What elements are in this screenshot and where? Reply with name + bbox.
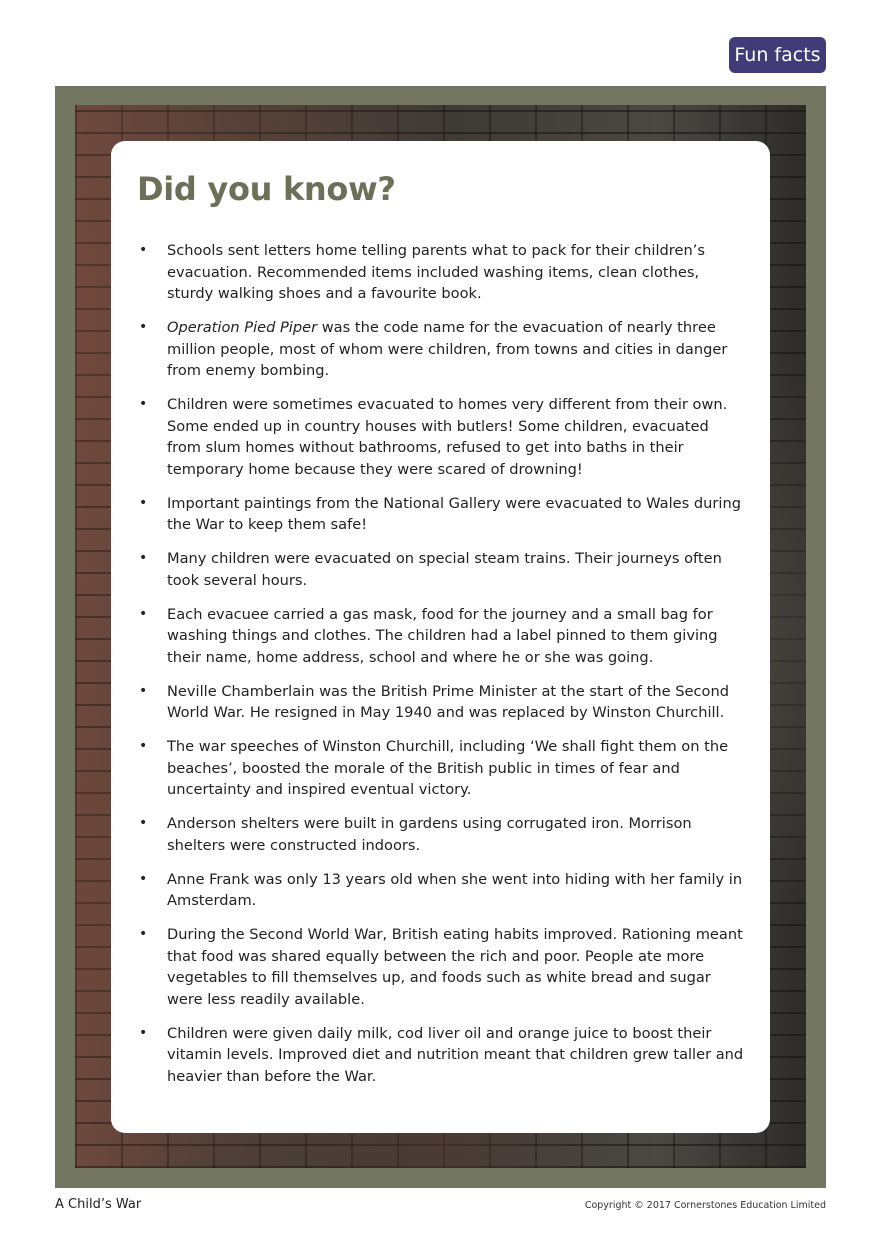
- fact-text: Schools sent letters home telling parents what to pack for their children’s evacuation. Recommended items included washing items, clean clothes, sturdy walking shoes and a favourite book.: [167, 242, 705, 302]
- bullet-icon: •: [139, 1024, 148, 1041]
- bullet-icon: •: [139, 396, 148, 412]
- bullet-icon: •: [139, 815, 148, 831]
- fact-item: [139, 1023, 745, 1088]
- fact-text: Anderson shelters were built in gardens using corrugated iron. Morrison shelters were constructed indoors.: [167, 815, 692, 854]
- fact-emphasis: Operation Pied Piper: [167, 319, 318, 336]
- fact-item: [139, 924, 745, 1010]
- bullet-icon: •: [139, 494, 148, 511]
- fact-text: Children were sometimes evacuated to homes very different from their own. Some ended up in country houses with butlers! Some children, evacuated from slum homes without bathrooms, refused to get into baths in their temporary home because they were scared of drowning!: [167, 396, 728, 478]
- bullet-icon: •: [139, 550, 148, 566]
- footer-title: A Child’s War: [55, 1197, 142, 1212]
- fact-text: The war speeches of Winston Churchill, including ‘We shall fight them on the beaches’, boosted the morale of the British public in times of fear and uncertainty and inspired eventual victory.: [167, 738, 729, 798]
- fact-item: [139, 813, 745, 856]
- fact-item: [139, 604, 745, 669]
- fact-text: During the Second World War, British eating habits improved. Rationing meant that food was shared equally between the rich and poor. People ate more vegetables to fill themselves up, and foods such as white bread and sugar were less readily available.: [167, 926, 743, 1008]
- bullet-icon: •: [139, 926, 148, 942]
- fact-text: Many children were evacuated on special steam trains. Their journeys often took several hours.: [167, 550, 722, 589]
- fun-facts-badge: Fun facts: [729, 37, 826, 73]
- fact-item: [139, 548, 745, 591]
- copyright-notice: Copyright © 2017 Cornerstones Education Limited: [584, 1200, 826, 1211]
- fact-text: Neville Chamberlain was the British Prime Minister at the start of the Second World War. He resigned in May 1940 and was replaced by Winston Churchill.: [167, 682, 729, 721]
- bullet-icon: •: [139, 682, 148, 699]
- fact-text: Each evacuee carried a gas mask, food for the journey and a small bag for washing things and clothes. The children had a label pinned to them giving their name, home address, school and where he or she was going.: [167, 605, 718, 666]
- fact-item: [139, 317, 745, 382]
- fact-item: [139, 681, 745, 724]
- bullet-icon: •: [139, 605, 148, 622]
- fact-text: Anne Frank was only 13 years old when she went into hiding with her family in Amsterdam.: [167, 870, 743, 909]
- fact-item: [139, 493, 745, 536]
- fact-item: [139, 869, 745, 912]
- page-title: Did you know?: [137, 170, 396, 208]
- fact-text: Important paintings from the National Gallery were evacuated to Wales during the War to keep them safe!: [167, 494, 741, 533]
- bullet-icon: •: [139, 319, 148, 335]
- fact-text: was the code name for the evacuation of nearly three million people, most of whom were children, from towns and cities in danger from enemy bombing.: [167, 319, 728, 379]
- facts-list: [139, 240, 745, 1100]
- fact-item: [139, 240, 745, 305]
- bullet-icon: •: [139, 738, 148, 754]
- fact-item: [139, 394, 745, 480]
- bullet-icon: •: [139, 870, 148, 887]
- fact-text: Children were given daily milk, cod liver oil and orange juice to boost their vitamin levels. Improved diet and nutrition meant that children grew taller and heavier than before the War.: [167, 1024, 744, 1085]
- fact-item: [139, 736, 745, 801]
- bullet-icon: •: [139, 242, 148, 258]
